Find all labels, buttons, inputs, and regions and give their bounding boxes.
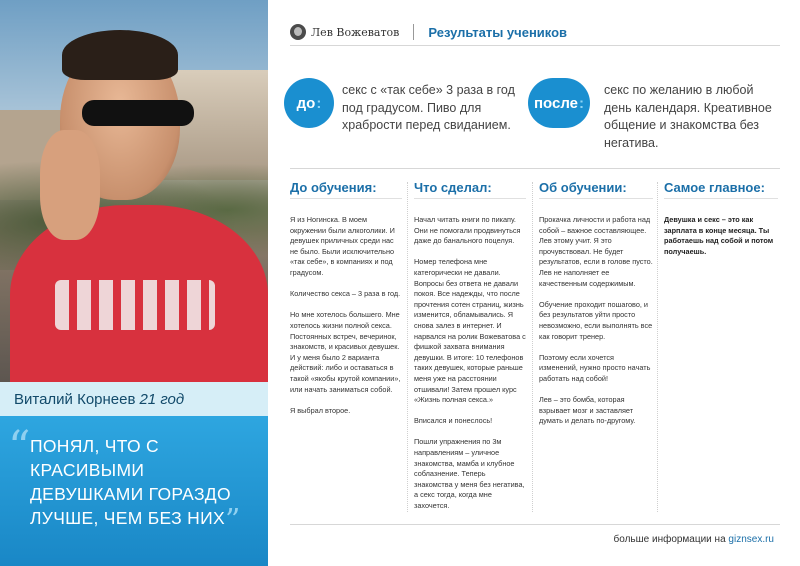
column-paragraph: Девушка и секс – это как зарплата в конце месяца. Ты работаешь над собой и потом получаешь. — [664, 215, 774, 256]
column-separator — [407, 182, 408, 512]
header-rule — [290, 45, 780, 46]
column-paragraph: Обучение проходит пошагово, и без результатов уйти просто невозможно, если выполнять все как говорит тренер. — [539, 299, 653, 341]
column-heading: Самое главное: — [664, 180, 778, 199]
column-paragraph: Количество секса – 3 раза в год. — [290, 289, 401, 299]
column-paragraph: Пошли упражнения по 3м направлениям – уличное знакомства, мамба и клубное соблазнение. Теперь знакомства у меня без негатива, а секс тогда, когда мне захочется. — [414, 437, 525, 511]
column-heading: Об обучении: — [539, 180, 653, 199]
footer — [614, 534, 775, 545]
header-divider — [413, 24, 414, 40]
column-paragraph: Прокачка личности и работа над собой – важное составляющее. Лев этому учит. Я это прочувствовал. Не будет результатов, если в голове пусто. Лев не наполняет ее качественным содержимым. — [539, 215, 653, 288]
brand-name: Лев Вожеватов — [311, 25, 400, 39]
column-separator — [532, 182, 533, 512]
after-text: секс по желанию в любой день календаря. Креативное общение и знакомства без негатива. — [604, 83, 772, 150]
page-header — [290, 20, 780, 44]
column-what-done — [414, 180, 526, 522]
footer-text: больше информации на — [613, 534, 726, 545]
testimonial-quote — [0, 416, 268, 566]
column-separator — [657, 182, 658, 512]
student-age: 21 год — [139, 390, 185, 408]
column-paragraph: Лев – это бомба, которая взрывает мозг и заставляет думать и делать по-другому. — [539, 395, 636, 426]
student-name: Виталий Корнеев — [14, 390, 136, 408]
lion-logo-icon — [290, 24, 306, 40]
column-main-point — [664, 180, 778, 268]
column-heading: Что сделал: — [414, 180, 526, 199]
page-title: Результаты учеников — [428, 24, 568, 40]
open-quote-icon: “ — [8, 422, 31, 473]
column-paragraph: Я выбрал второе. — [290, 405, 351, 415]
student-name-band — [0, 382, 268, 416]
column-paragraph: Я из Ногинска. В моем окружении были алкоголики. И девушек приличных среди нас не было. Были исключительно «так себе», в компаниях и под градусом. — [290, 215, 395, 277]
after-badge: после : — [528, 78, 590, 128]
section-rule — [290, 168, 780, 169]
student-photo — [0, 0, 268, 382]
column-about-training — [539, 180, 653, 437]
footer-site-link[interactable]: giznsex.ru — [728, 534, 774, 545]
column-paragraph: Вписался и понеслось! — [414, 416, 493, 426]
close-quote-icon: ” — [224, 503, 241, 538]
quote-text: ПОНЯЛ, ЧТО С КРАСИВЫМИ ДЕВУШКАМИ ГОРАЗДО ЛУЧШЕ, ЧЕМ БЕЗ НИХ — [30, 436, 231, 528]
column-paragraph: Но мне хотелось большего. Мне хотелось жизни полной секса. Постоянных встреч, вечеринок, знакомств, и красивых девушек. И у меня было 2 варианта действий: либо и оставаться в такой «якобы крутой компании», или начать заниматься собой. — [290, 310, 401, 394]
column-heading: До обучения: — [290, 180, 402, 199]
left-panel — [0, 0, 268, 566]
column-paragraph: Начал читать книги по пикапу. Они не помогали продвинуться даже до банального поцелуя. — [414, 215, 521, 246]
column-paragraph: Поэтому если хочется изменений, нужно просто начать работать над собой! — [539, 352, 651, 383]
before-text: секс с «так себе» 3 раза в год под градусом. Пиво для храбрости перед свиданием. — [342, 83, 515, 132]
column-paragraph: Номер телефона мне категорически не давали. Вопросы без ответа не давали покоя. Все надежды, что после прочтения сотен страниц, жизнь изменится, обламывались. Я снова залез в интернет. И нарвался на ролик Вожеватова с фишкой захвата внимания девушки. В итоге: 10 телефонов таких девушек, которые раньше меня уже на расстоянии отшивали! Затем прошел курс «Жизнь полная секса.» — [414, 257, 526, 405]
footer-rule — [290, 524, 780, 525]
column-before-training — [290, 180, 402, 427]
before-badge: до : — [284, 78, 334, 128]
